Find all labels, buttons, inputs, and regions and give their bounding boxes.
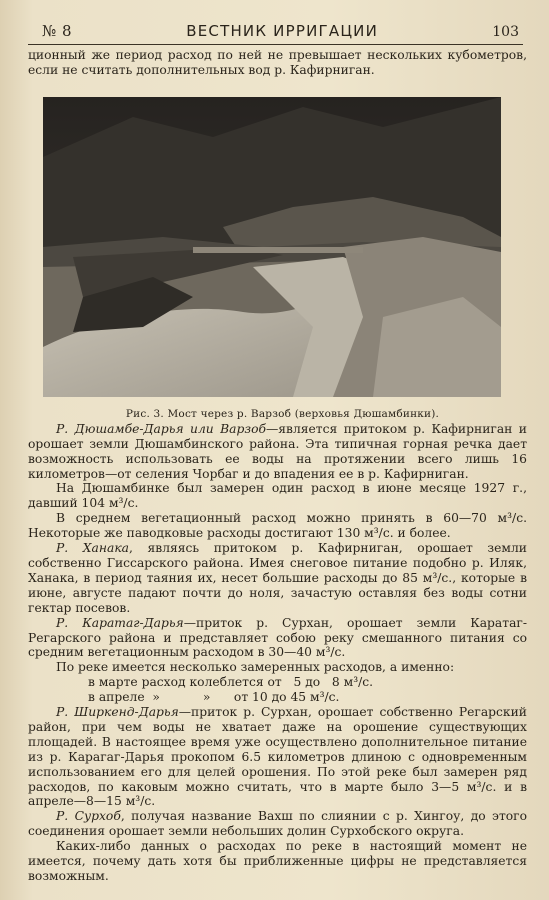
- intro-paragraph: ционный же период расход по ней не превышает нескольких кубометров, если не считать дополнительных вод р. Кафирниган.: [28, 48, 527, 77]
- page-number: 103: [492, 24, 519, 40]
- river-name: Р. Каратаг-Дарья: [56, 615, 184, 630]
- paragraph-dyushambe: Р. Дюшамбе-Дарья или Варзоб—является притоком р. Кафирниган и орошает земли Дюшамбинского района. Эта типичная горная речка дает возможность использовать ее воды на протяжении всего лишь 16 километров—от селения Чорбаг и до впадения ее в р. Кафирниган.: [28, 421, 527, 481]
- paragraph-khanaka: Р. Ханака, являясь притоком р. Кафирниган, орошает земли собственно Гиссарского района. Имея снеговое питание подобно р. Иляк, Ханака, в период таяния их, несет большие расходы до 85 м³/с., которые в июне, августе падают почти до ноля, зачастую оставляя без воды сотни гектар посевов.: [28, 541, 527, 615]
- measurement-april: в апреле » » от 10 до 45 м³/с.: [88, 690, 340, 705]
- river-name: Р. Ханака: [56, 541, 129, 556]
- river-name: Р. Дюшамбе-Дарья или Варзоб: [56, 421, 266, 436]
- paragraph-average-flow: В среднем вегетационный расход можно принять в 60—70 м³/с. Некоторые же паводковые расходы достигают 130 м³/с. и более.: [28, 511, 527, 541]
- paragraph-shirkend: Р. Ширкенд-Дарья—приток р. Сурхан, орошает собственно Регарский район, при чем воды не хватает даже на орошение существующих площадей. В настоящее время уже осуществлено дополнительное питание из р. Карагаг-Дарья прокопом 6.5 километров длиною с одновременным использованием его для целей орошения. По этой реке был замерен ряд расходов, по каковым можно считать, что в марте было 3—5 м³/с. и в апреле—8—15 м³/с.: [28, 705, 527, 809]
- article-body: [28, 422, 527, 884]
- running-header: [28, 22, 523, 45]
- bridge-photo: [43, 97, 501, 397]
- paragraph-surkhob: Р. Сурхоб, получая название Вахш по слиянии с р. Хингоу, до этого соединения орошает земли небольших долин Сурхобского округа.: [28, 809, 527, 839]
- issue-number: № 8: [42, 22, 73, 40]
- paragraph-measurements-list: По реке имеется несколько замеренных расходов, а именно:: [56, 660, 455, 675]
- figure-caption: Рис. 3. Мост через р. Варзоб (верховья Дюшамбинки).: [125, 407, 440, 420]
- paragraph-measurement: На Дюшамбинке был замерен один расход в июне месяце 1927 г., давший 104 м³/с.: [28, 481, 527, 511]
- measurement-march: в марте расход колеблется от 5 до 8 м³/с.: [88, 675, 374, 690]
- paragraph-no-data: Каких-либо данных о расходах по реке в настоящий момент не имеется, почему дать хотя бы приближенные цифры не представляется возможным.: [28, 839, 527, 883]
- river-name: Р. Ширкенд-Дарья: [56, 705, 179, 720]
- river-name: Р. Сурхоб: [56, 809, 121, 824]
- paragraph-karatag: Р. Каратаг-Дарья—приток р. Сурхан, орошает земли Каратаг-Регарского района и представляет собою реку смешанного питания со средним вегетационным расходом в 30—40 м³/с.: [28, 615, 527, 660]
- journal-title: ВЕСТНИК ИРРИГАЦИИ: [186, 22, 379, 40]
